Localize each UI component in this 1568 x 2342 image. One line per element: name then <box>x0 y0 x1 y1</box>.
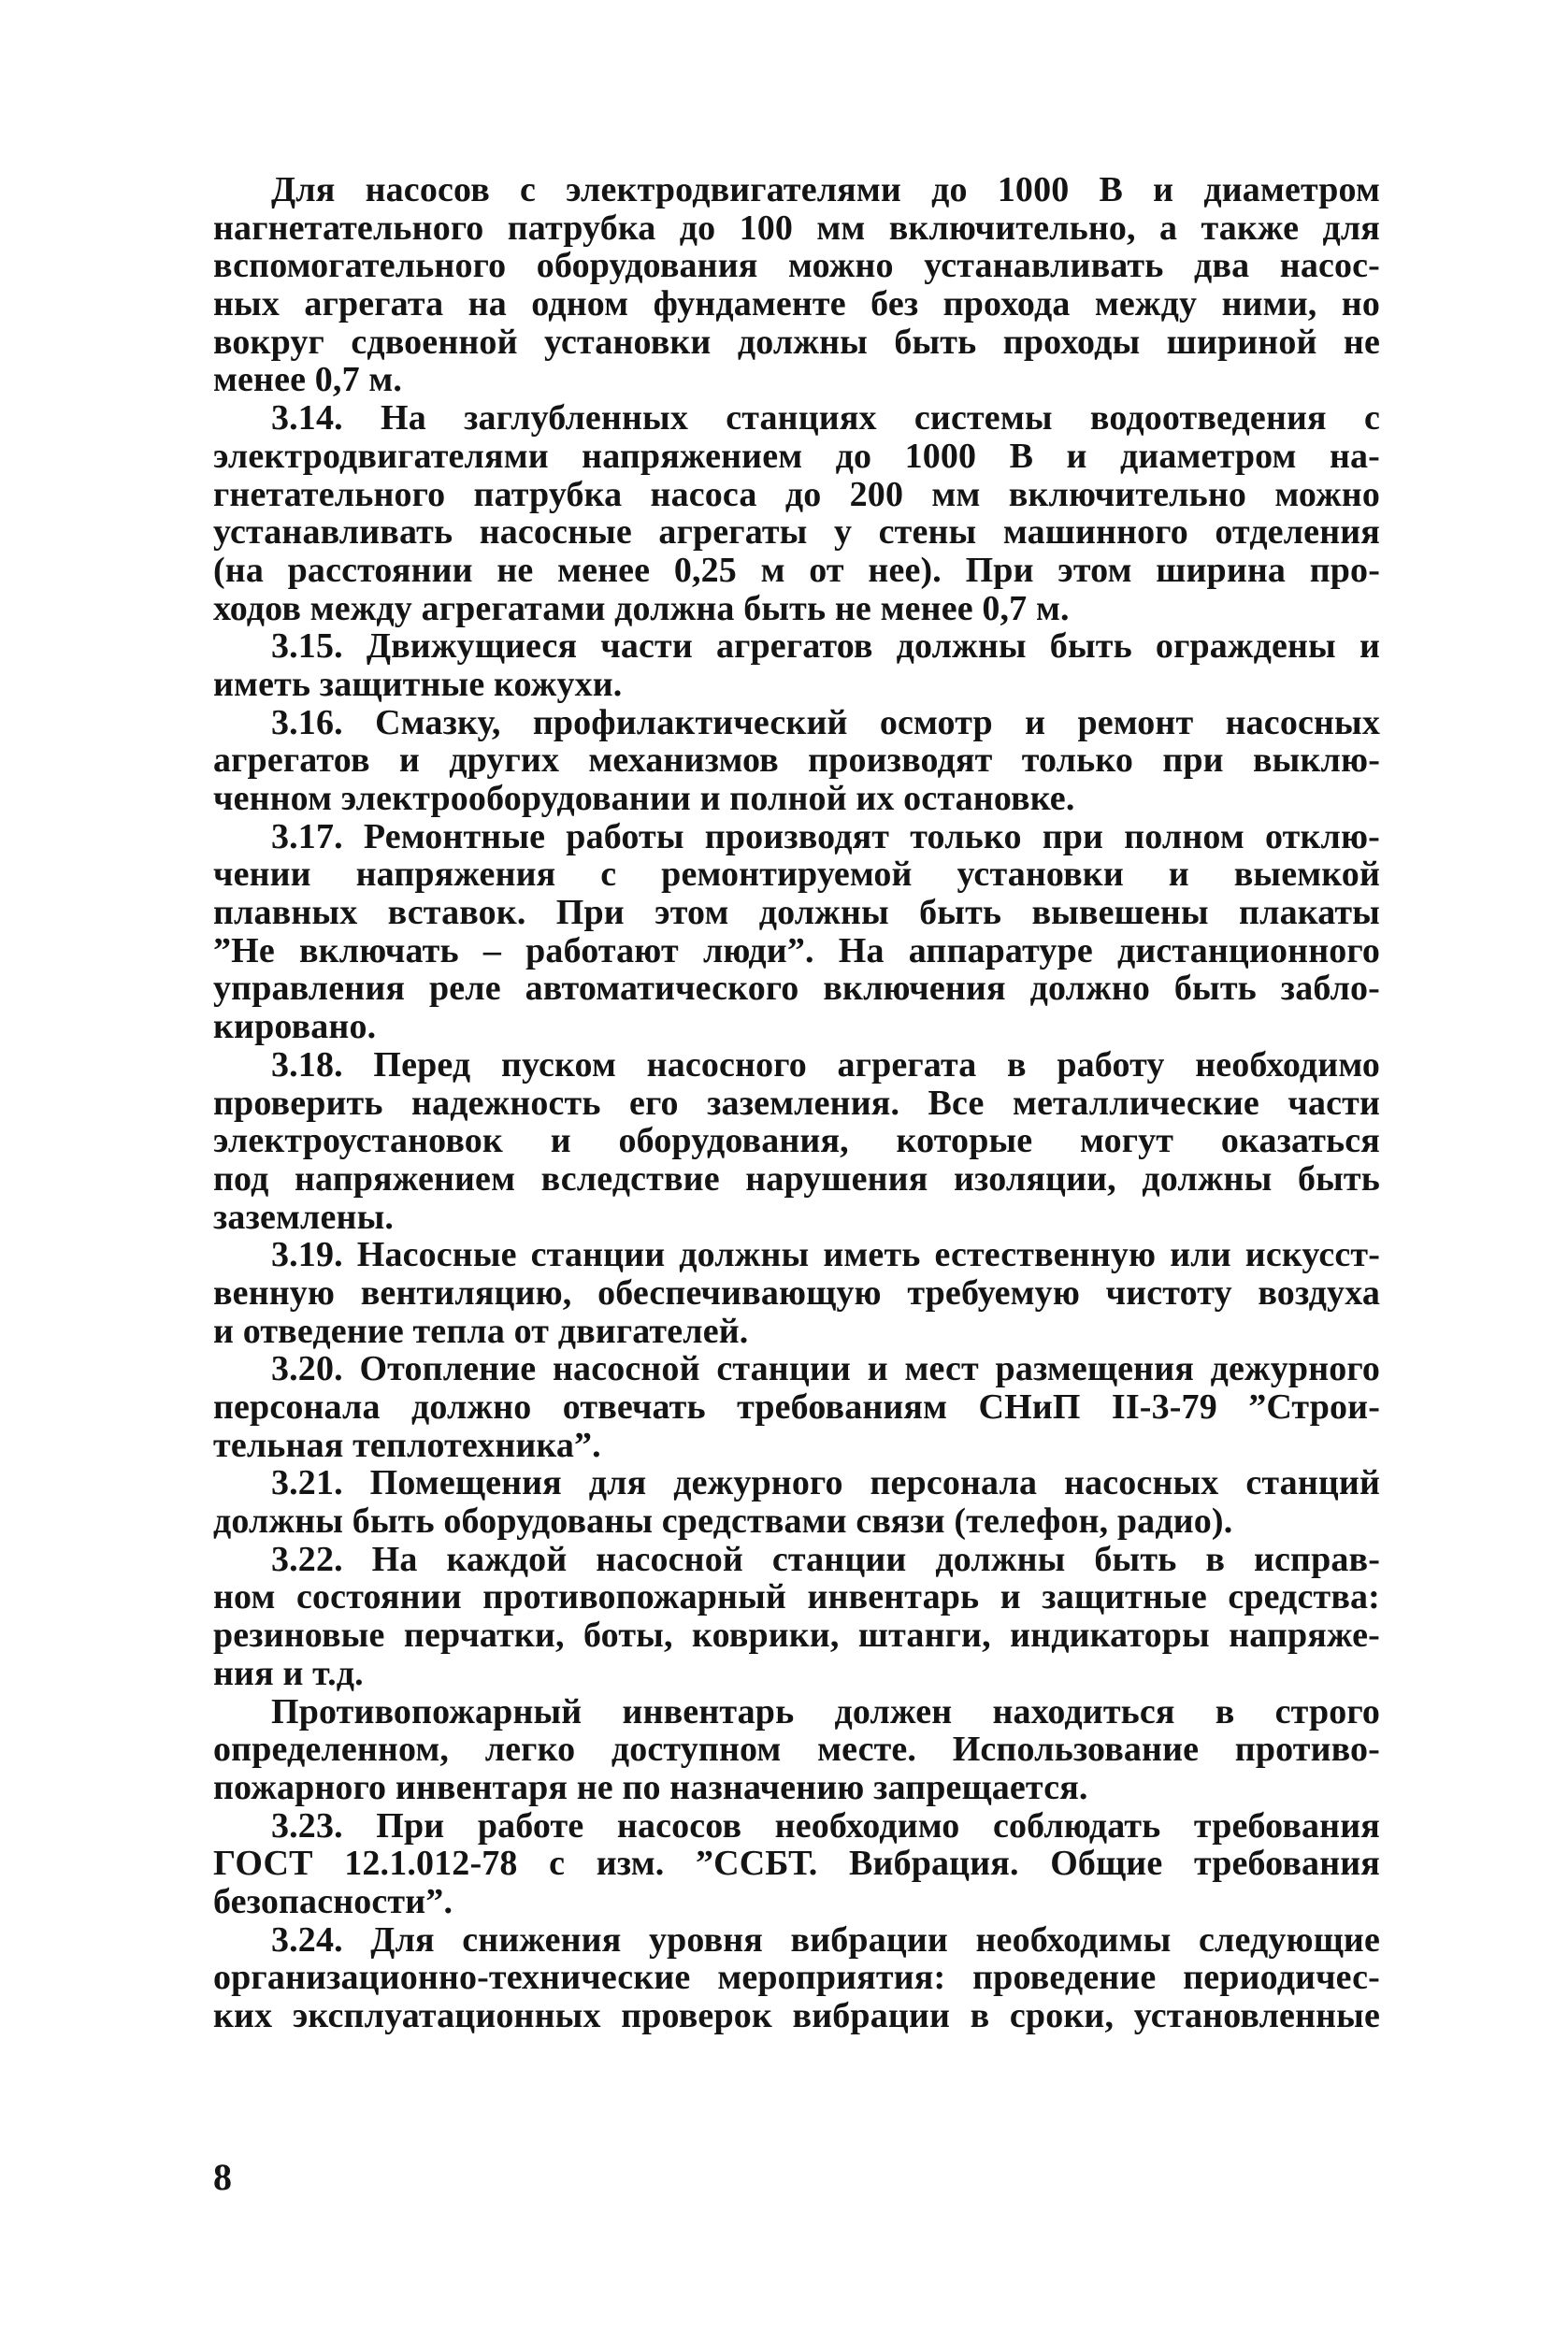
page-number: 8 <box>213 2156 232 2198</box>
paragraph-3-18 <box>213 1046 1380 1236</box>
text-line: Противопожарный инвентарь должен находиться в строго <box>271 1691 1380 1731</box>
text-line: ”Не включать – работают люди”. На аппаратуре дистанционного <box>213 930 1380 970</box>
text-line: 3.18. Перед пуском насосного агрегата в работу необходимо <box>271 1044 1380 1085</box>
paragraph-3-17 <box>213 818 1380 1046</box>
text-line: Для насосов с электродвигателями до 1000 В и диаметром <box>271 170 1380 209</box>
text-line: иметь защитные кожухи. <box>213 664 623 704</box>
text-line: управления реле автоматического включения должно быть забло- <box>213 969 1380 1009</box>
text-line: 3.24. Для снижения уровня вибрации необходимы следующие <box>271 1919 1380 1960</box>
text-line: безопасности”. <box>213 1881 453 1921</box>
text-line: агрегатов и других механизмов производят только при выклю- <box>213 740 1380 781</box>
text-line: плавных вставок. При этом должны быть вывешены плакаты <box>213 893 1380 933</box>
text-line: должны быть оборудованы средствами связи (телефон, радио). <box>213 1501 1233 1542</box>
paragraph-3-19 <box>213 1236 1380 1350</box>
text-line: устанавливать насосные агрегаты у стены машинного отделения <box>213 512 1380 553</box>
text-line: ких эксплуатационных проверок вибрации в сроки, установленные <box>213 1996 1380 2035</box>
text-line: чении напряжения с ремонтируемой установки и выемкой <box>213 855 1380 895</box>
text-line: тельная теплотехника”. <box>213 1425 601 1465</box>
text-line: резиновые перчатки, боты, коврики, штанги, индикаторы напряже- <box>213 1616 1380 1656</box>
text-line: (на расстоянии не менее 0,25 м от нее). При этом ширина про- <box>213 550 1380 590</box>
text-line: и отведение тепла от двигателей. <box>213 1311 749 1351</box>
text-line: заземлены. <box>213 1197 395 1237</box>
text-line: ных агрегата на одном фундаменте без прохода между ними, но <box>213 284 1380 324</box>
paragraph-3-20 <box>213 1350 1380 1464</box>
text-line: вокруг сдвоенной установки должны быть проходы шириной не <box>213 322 1380 362</box>
paragraph-3-22 <box>213 1541 1380 1693</box>
text-line: ченном электрооборудовании и полной их остановке. <box>213 779 1075 818</box>
paragraph-3-15 <box>213 627 1380 703</box>
paragraph <box>213 1693 1380 1807</box>
text-line: электродвигателями напряжением до 1000 В и диаметром на- <box>213 436 1380 476</box>
text-line: 3.19. Насосные станции должны иметь естественную или искусст- <box>271 1235 1380 1275</box>
text-line: 3.17. Ремонтные работы производят только при полном отклю- <box>271 816 1380 856</box>
paragraph-3-24 <box>213 1921 1380 2035</box>
text-line: 3.21. Помещения для дежурного персонала насосных станций <box>271 1463 1380 1503</box>
text-line: 3.16. Смазку, профилактический осмотр и ремонт насосных <box>271 702 1380 742</box>
text-line: менее 0,7 м. <box>213 360 403 400</box>
page-body <box>213 171 1380 2035</box>
paragraph <box>213 171 1380 399</box>
text-line: ном состоянии противопожарный инвентарь и защитные средства: <box>213 1577 1380 1617</box>
text-line: определенном, легко доступном месте. Использование противо- <box>213 1730 1380 1770</box>
text-line: 3.15. Движущиеся части агрегатов должны быть ограждены и <box>271 626 1380 667</box>
text-line: венную вентиляцию, обеспечивающую требуемую чистоту воздуха <box>213 1272 1380 1313</box>
text-line: персонала должно отвечать требованиям СНиП II-3-79 ”Строи- <box>213 1387 1380 1427</box>
paragraph-3-16 <box>213 704 1380 818</box>
text-line: ния и т.д. <box>213 1653 364 1693</box>
text-line: электроустановок и оборудования, которые могут оказаться <box>213 1121 1380 1161</box>
text-line: ГОСТ 12.1.012-78 с изм. ”ССБТ. Вибрация. Общие требования <box>213 1844 1380 1884</box>
text-line: проверить надежность его заземления. Все металлические части <box>213 1083 1380 1123</box>
text-line: пожарного инвентаря не по назначению запрещается. <box>213 1767 1088 1807</box>
paragraph-3-14 <box>213 399 1380 627</box>
text-line: организационно-технические мероприятия: проведение периодичес- <box>213 1958 1380 1998</box>
text-line: 3.22. На каждой насосной станции должны быть в исправ- <box>271 1539 1380 1579</box>
text-line: кировано. <box>213 1007 377 1047</box>
text-line: 3.14. На заглубленных станциях системы водоотведения с <box>271 398 1380 438</box>
text-line: гнетательного патрубка насоса до 200 мм включительно можно <box>213 474 1380 514</box>
text-line: ходов между агрегатами должна быть не менее 0,7 м. <box>213 588 1070 628</box>
paragraph-3-21 <box>213 1464 1380 1540</box>
text-line: 3.20. Отопление насосной станции и мест размещения дежурного <box>271 1349 1380 1389</box>
text-line: вспомогательного оборудования можно устанавливать два насос- <box>213 246 1380 286</box>
text-line: 3.23. При работе насосов необходимо соблюдать требования <box>271 1805 1380 1846</box>
text-line: под напряжением вследствие нарушения изоляции, должны быть <box>213 1158 1380 1199</box>
paragraph-3-23 <box>213 1807 1380 1921</box>
text-line: нагнетательного патрубка до 100 мм включительно, а также для <box>213 208 1380 248</box>
